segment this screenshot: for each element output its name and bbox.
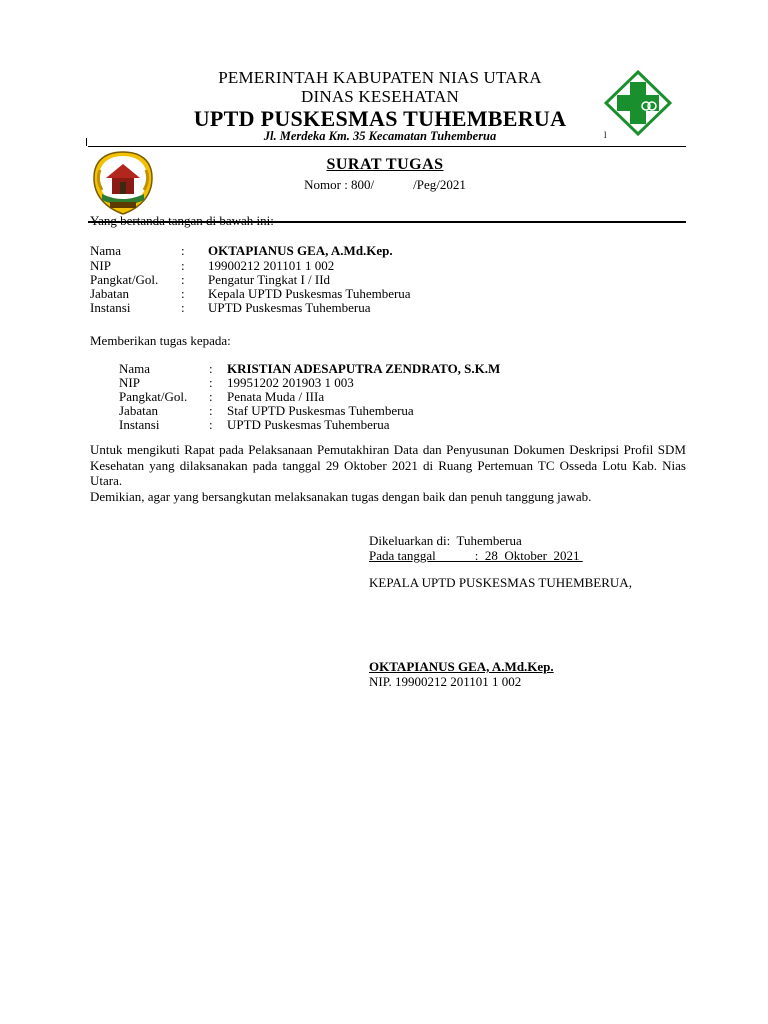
body-paragraph-purpose: Untuk mengikuti Rapat pada Pelaksanaan Pemutakhiran Data dan Penyusunan Dokumen Deskripsi Profil SDM Kesehatan yang dilaksanakan pada tanggal 29 Oktober 2021 di Ruang Pertemuan TC Osseda Lotu Kab. Nias Utara. (90, 442, 686, 488)
colon: : (181, 258, 185, 273)
header-government: PEMERINTAH KABUPATEN NIAS UTARA (218, 68, 542, 87)
signer-value-rank: Pengatur Tingkat I / IId (208, 272, 331, 287)
letter-title: SURAT TUGAS (326, 156, 444, 173)
header-department: DINAS KESEHATAN (301, 87, 459, 106)
intro-divider (88, 221, 686, 223)
assignee-label-name: Nama (119, 361, 151, 376)
colon: : (181, 300, 185, 315)
signer-value-nip: 19900212 201101 1 002 (208, 258, 335, 273)
assignee-value-agency: UPTD Puskesmas Tuhemberua (227, 417, 390, 432)
colon: : (209, 403, 213, 418)
stray-mark: l (604, 130, 607, 140)
colon: : (181, 243, 185, 258)
header-institution: UPTD PUSKESMAS TUHEMBERUA (193, 106, 567, 131)
assignee-label-position: Jabatan (119, 403, 158, 418)
assignee-value-name: KRISTIAN ADESAPUTRA ZENDRATO, S.K.M (227, 361, 501, 376)
body-paragraph-closing: Demikian, agar yang bersangkutan melaksanakan tugas dengan baik dan penuh tanggung jawab. (90, 488, 592, 504)
assignee-label-agency: Instansi (119, 417, 160, 432)
letter-body (90, 442, 686, 504)
assignee-value-position: Staf UPTD Puskesmas Tuhemberua (227, 403, 414, 418)
assignee-value-nip: 19951202 201903 1 003 (227, 375, 354, 390)
signer-nip: NIP. 19900212 201101 1 002 (369, 674, 522, 689)
puskesmas-logo (604, 70, 672, 136)
colon: : (209, 361, 213, 376)
colon: : (209, 375, 213, 390)
letter-number: Nomor : 800/ /Peg/2021 (304, 177, 466, 192)
signer-label-position: Jabatan (90, 286, 129, 301)
letter-intro: Yang bertanda tangan di bawah ini: (90, 213, 274, 228)
signer-value-name: OKTAPIANUS GEA, A.Md.Kep. (208, 243, 393, 258)
assign-intro: Memberikan tugas kepada: (90, 333, 231, 348)
assignee-value-rank: Penata Muda / IIIa (227, 389, 325, 404)
signer-label-name: Nama (90, 243, 122, 258)
assignee-label-nip: NIP (119, 375, 140, 390)
regency-emblem-logo (90, 150, 156, 216)
header-address: Jl. Merdeka Km. 35 Kecamatan Tuhemberua (263, 129, 497, 143)
assignee-label-rank: Pangkat/Gol. (119, 389, 188, 404)
colon: : (209, 389, 213, 404)
signer-value-agency: UPTD Puskesmas Tuhemberua (208, 300, 371, 315)
signer-name: OKTAPIANUS GEA, A.Md.Kep. (369, 659, 554, 674)
colon: : (209, 417, 213, 432)
signer-value-position: Kepala UPTD Puskesmas Tuhemberua (208, 286, 411, 301)
signer-position: KEPALA UPTD PUSKESMAS TUHEMBERUA, (369, 575, 632, 590)
colon: : (181, 272, 185, 287)
header-tick (86, 138, 87, 146)
signer-label-agency: Instansi (90, 300, 131, 315)
signer-label-rank: Pangkat/Gol. (90, 272, 159, 287)
issued-date: Pada tanggal : 28 Oktober 2021 (369, 548, 583, 563)
header-divider (88, 146, 686, 147)
colon: : (181, 286, 185, 301)
issued-at: Dikeluarkan di: Tuhemberua (369, 533, 522, 548)
signer-label-nip: NIP (90, 258, 111, 273)
